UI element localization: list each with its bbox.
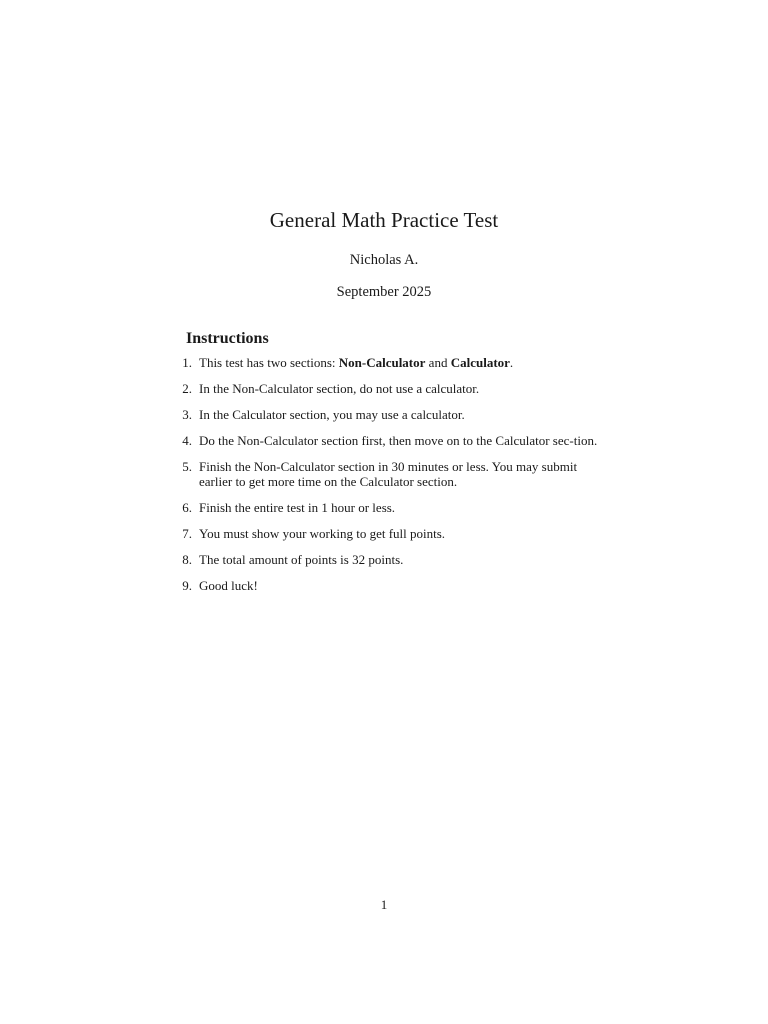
instruction-number: 5. (182, 458, 192, 474)
instruction-item (172, 433, 602, 449)
instruction-text: In the Calculator section, you may use a calculator. (199, 407, 465, 422)
instruction-text: This test has two sections: (199, 355, 339, 370)
instruction-item (172, 459, 602, 490)
instruction-text: Do the Non-Calculator section first, then move on to the Calculator sec-tion. (199, 433, 598, 448)
instruction-item (172, 526, 602, 542)
instruction-number: 8. (182, 551, 192, 567)
document-title: General Math Practice Test (269, 208, 499, 232)
instruction-text: Good luck! (199, 577, 258, 593)
instruction-text: Finish the Non-Calculator section in 30 minutes or less. You may submit earlier to get more time on the Calculator section. (199, 458, 578, 489)
instruction-item (172, 407, 602, 423)
page-number: 1 (380, 897, 388, 912)
instruction-number: 2. (182, 381, 192, 396)
instruction-item (172, 355, 602, 371)
instruction-item (172, 500, 602, 516)
instruction-text: In the Non-Calculator section, do not use a calculator. (199, 381, 480, 396)
instruction-number: 3. (182, 407, 192, 422)
instruction-bold-text: Calculator (450, 355, 510, 370)
document-author: Nicholas A. (349, 252, 419, 268)
instruction-number: 9. (182, 577, 192, 593)
instruction-bold-text: Non-Calculator (338, 355, 426, 370)
instruction-number: 6. (182, 499, 192, 515)
instruction-item (172, 552, 602, 568)
instructions-list (172, 355, 602, 604)
document-date: September 2025 (336, 284, 432, 300)
instruction-text: The total amount of points is 32 points. (199, 551, 404, 567)
instructions-heading: Instructions (186, 330, 269, 347)
instruction-text: Finish the entire test in 1 hour or less. (199, 499, 396, 515)
instruction-text: You must show your working to get full points. (199, 525, 446, 541)
instruction-number: 4. (182, 433, 192, 448)
instruction-item (172, 578, 602, 594)
instruction-text: and (425, 355, 451, 370)
instruction-text: . (509, 355, 514, 370)
instruction-number: 7. (182, 525, 192, 541)
instruction-item (172, 381, 602, 397)
instruction-number: 1. (182, 355, 192, 370)
